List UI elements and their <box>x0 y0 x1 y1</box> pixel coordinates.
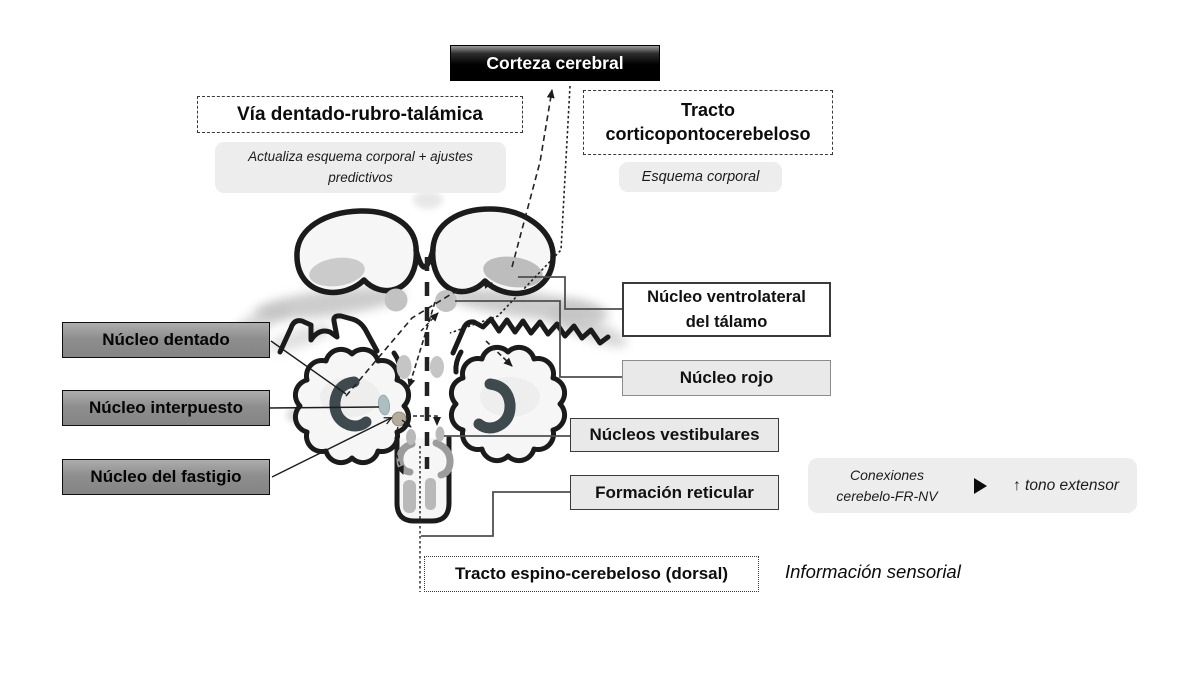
actualiza-note <box>215 142 506 193</box>
esquema-corporal-note <box>619 162 782 192</box>
vestibular-blob-right <box>436 427 445 442</box>
via-label: Vía dentado-rubro-talámica <box>237 103 483 125</box>
conexiones-line2: cerebelo-FR-NV <box>836 487 938 504</box>
tracto-espino-label: Tracto espino-cerebeloso (dorsal) <box>454 564 728 583</box>
conexiones-text <box>808 465 966 506</box>
nucleo-ventrolateral-label: Núcleo ventrolateral del tálamo <box>647 287 806 331</box>
pons-blob-right <box>430 356 444 378</box>
fastigial-nucleus-blob <box>392 412 406 426</box>
nucleo-interpuesto-box <box>62 390 270 426</box>
nucleo-fastigio-label: Núcleo del fastigio <box>90 467 242 486</box>
nucleo-ventrolateral-box <box>622 282 831 337</box>
corticoponto-center-arrow <box>409 302 435 387</box>
nucleo-rojo-label: Núcleo rojo <box>679 368 774 387</box>
via-dentado-rubro-talamica-box <box>197 96 523 133</box>
nucleo-interpuesto-label: Núcleo interpuesto <box>89 398 243 417</box>
conexiones-line1: Conexiones <box>850 467 924 484</box>
cortex-label: Corteza cerebral <box>486 52 624 73</box>
formacion-reticular-label: Formación reticular <box>595 482 754 502</box>
tono-extensor-text: ↑ tono extensor <box>1013 476 1119 494</box>
vestibular-blob-left <box>406 429 416 445</box>
esquema-text: Esquema corporal <box>641 169 760 185</box>
informacion-sensorial-text: Información sensorial <box>785 561 961 582</box>
arrow-right-icon <box>974 478 987 494</box>
actualiza-text: Actualiza esquema corporal + ajustes predictivos <box>248 149 473 185</box>
conexiones-note <box>808 458 1137 513</box>
nucleos-vestibulares-box <box>570 418 779 452</box>
nucleos-vestibulares-label: Núcleos vestibulares <box>589 425 760 444</box>
medulla <box>397 438 450 521</box>
cortex-box <box>450 45 660 81</box>
tracto-espino-cerebeloso-box <box>424 556 759 592</box>
cpc-label: Tracto corticopontocerebeloso <box>605 100 811 144</box>
formacion-reticular-box <box>570 475 779 510</box>
midline-blob <box>385 289 408 312</box>
tracto-corticopontocerebeloso-box <box>583 90 833 155</box>
nucleo-fastigio-box <box>62 459 270 495</box>
nucleo-dentado-box <box>62 322 270 358</box>
nucleo-rojo-box <box>622 360 831 396</box>
nucleo-dentado-label: Núcleo dentado <box>102 330 230 349</box>
pons-blob-left <box>397 355 412 379</box>
interpuesto-connector <box>269 407 379 408</box>
